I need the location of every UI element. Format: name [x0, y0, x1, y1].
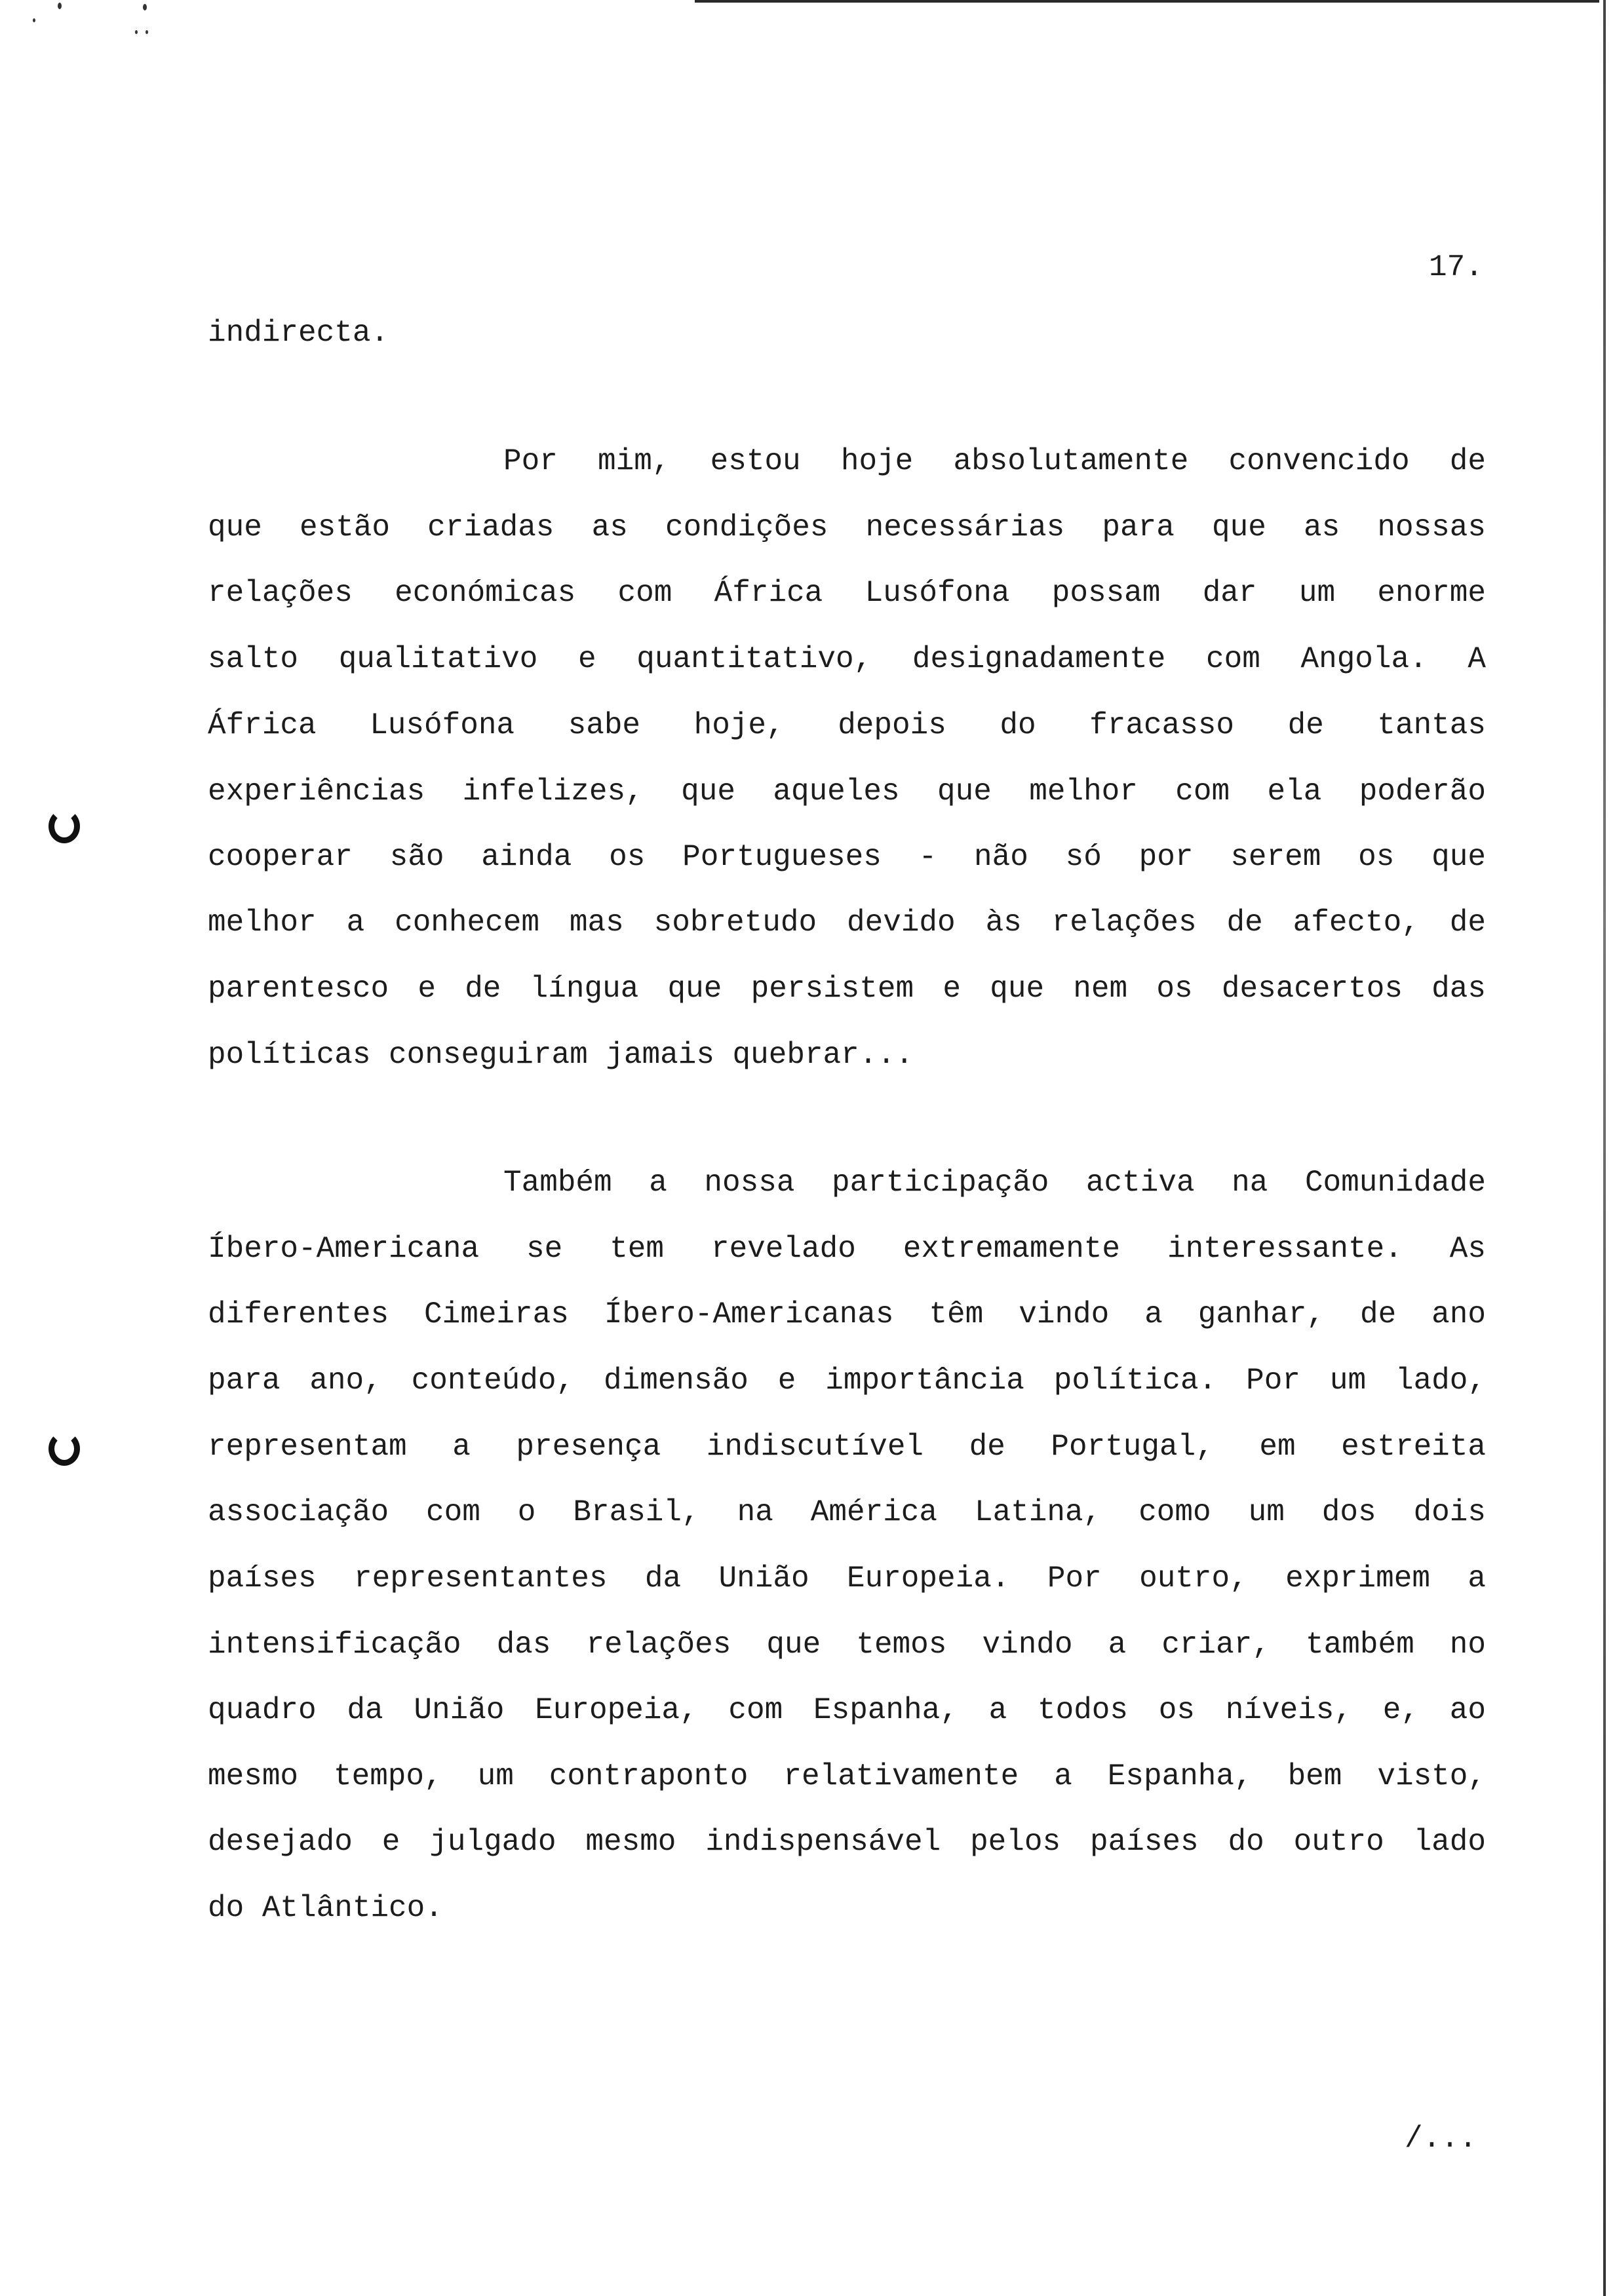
- text-line: indirecta.: [208, 316, 389, 350]
- text-line: do Atlântico.: [208, 1891, 443, 1925]
- text-line: diferentes Cimeiras Íbero-Americanas têm vindo a ganhar, de ano: [208, 1297, 1486, 1331]
- text-line: associação com o Brasil, na América Latina, como um dos dois: [208, 1495, 1486, 1529]
- text-line: cooperar são ainda os Portugueses - não só por serem os que: [208, 840, 1486, 874]
- text-line: experiências infelizes, que aqueles que melhor com ela poderão: [208, 775, 1486, 809]
- text-line: salto qualitativo e quantitativo, designadamente com Angola. A: [208, 642, 1486, 676]
- scan-speck: [143, 4, 147, 10]
- punch-hole-icon: [49, 809, 80, 843]
- text-line: intensificação das relações que temos vindo a criar, também no: [208, 1628, 1486, 1662]
- text-line: relações económicas com África Lusófona possam dar um enorme: [208, 576, 1486, 610]
- text-line: melhor a conhecem mas sobretudo devido às relações de afecto, de: [208, 906, 1486, 940]
- text-line: países representantes da União Europeia. Por outro, exprimem a: [208, 1561, 1486, 1596]
- text-line: representam a presença indiscutível de Portugal, em estreita: [208, 1430, 1486, 1464]
- text-line: parentesco e de língua que persistem e que nem os desacertos das: [208, 972, 1486, 1006]
- text-line: quadro da União Europeia, com Espanha, a todos os níveis, e, ao: [208, 1693, 1486, 1727]
- paragraph-first-line: Também a nossa participação activa na Comunidade: [503, 1166, 1486, 1200]
- text-line: Íbero-Americana se tem revelado extremamente interessante. As: [208, 1232, 1486, 1266]
- continuation-mark: /...: [1405, 2122, 1477, 2156]
- scan-speck: [146, 30, 148, 34]
- page-number: 17.: [1429, 250, 1483, 284]
- text-line: África Lusófona sabe hoje, depois do fracasso de tantas: [208, 708, 1486, 742]
- text-line: para ano, conteúdo, dimensão e importância política. Por um lado,: [208, 1364, 1486, 1398]
- scan-speck: [33, 18, 35, 22]
- scan-top-edge: [695, 0, 1599, 3]
- scan-right-edge: [1603, 0, 1606, 2296]
- text-line: desejado e julgado mesmo indispensável pelos países do outro lado: [208, 1825, 1486, 1859]
- punch-hole-icon: [49, 1432, 80, 1466]
- paragraph-first-line: Por mim, estou hoje absolutamente convencido de: [503, 444, 1486, 478]
- scan-speck: [135, 30, 138, 34]
- text-line: políticas conseguiram jamais quebrar...: [208, 1038, 914, 1072]
- text-line: mesmo tempo, um contraponto relativamente a Espanha, bem visto,: [208, 1759, 1486, 1793]
- text-line: que estão criadas as condições necessárias para que as nossas: [208, 510, 1486, 545]
- scan-speck: [58, 3, 62, 9]
